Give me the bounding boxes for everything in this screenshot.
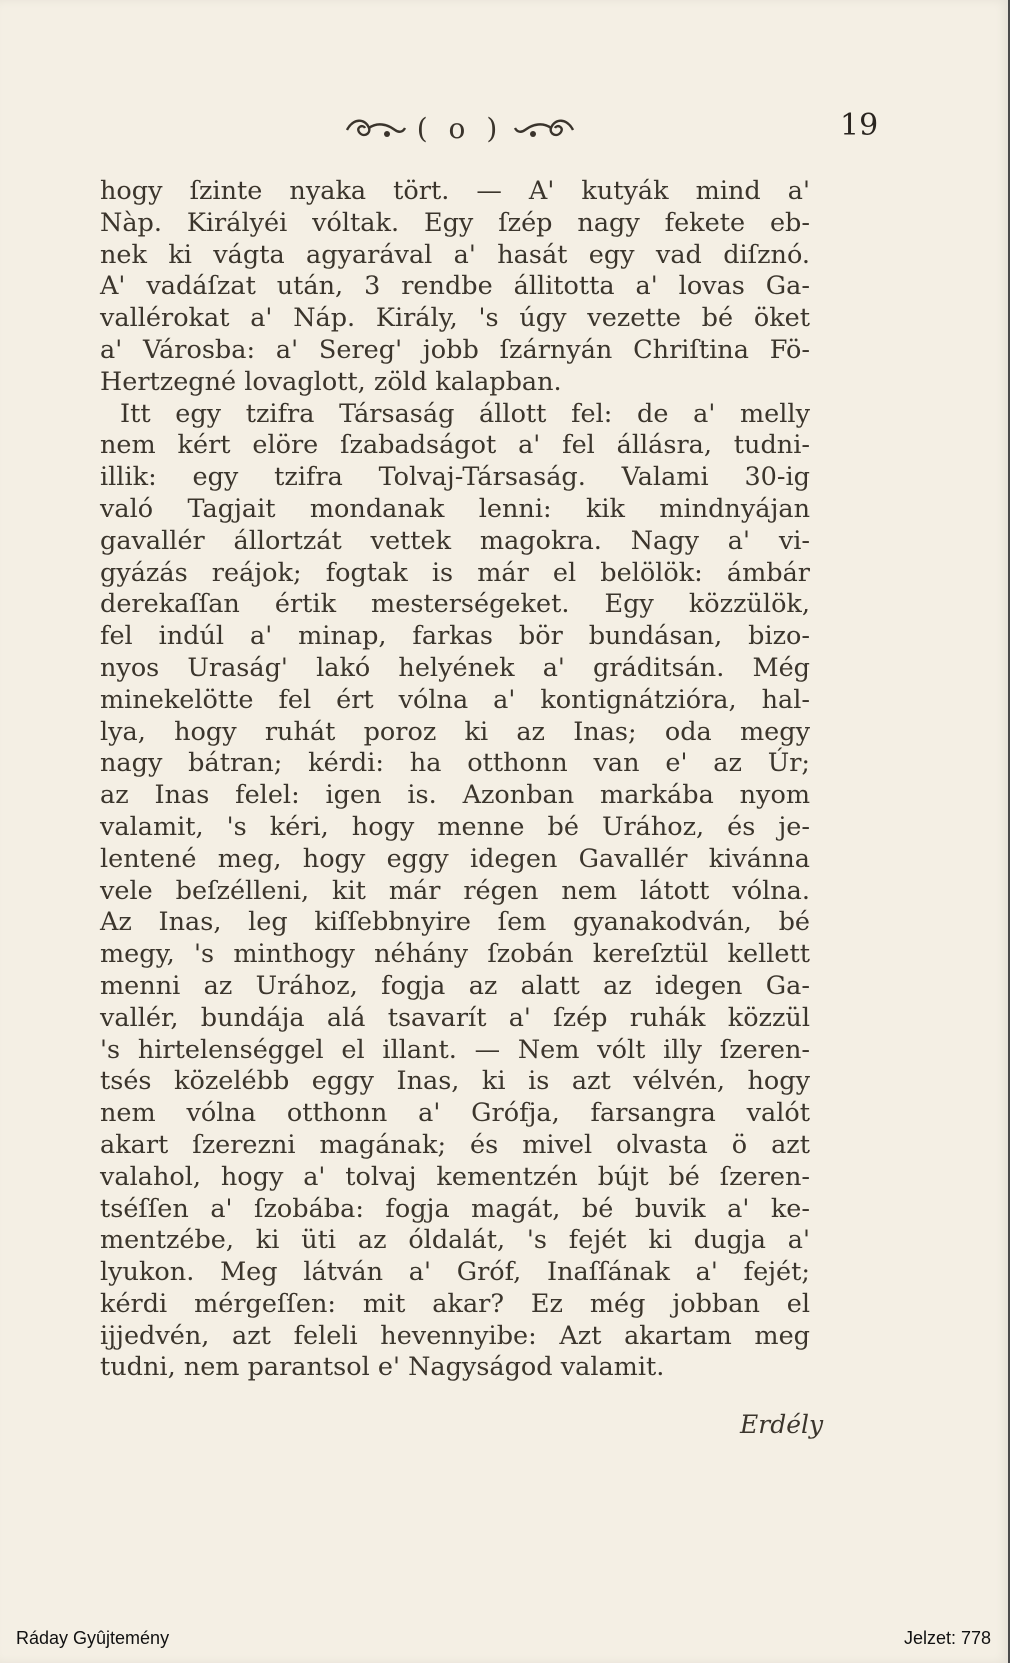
text-line: ijjedvén, azt feleli hevennyibe: Azt akartam meg xyxy=(100,1320,810,1351)
text-line: vallérokat a' Náp. Király, 's úgy vezette bé öket xyxy=(100,303,810,334)
text-line: tudni, nem parantsol e' Nagyságod valamit. xyxy=(100,1352,665,1383)
text-line: akart ſzerezni magának; és mivel olvasta ö azt xyxy=(100,1129,810,1160)
text-line: a' Városba: a' Sereg' jobb ſzárnyán Chriſtina Fö- xyxy=(100,334,810,365)
text-line: A' vadáſzat után, 3 rendbe állitotta a' lovas Ga- xyxy=(100,271,810,302)
body-text xyxy=(100,176,810,1384)
text-line: lentené meg, hogy eggy idegen Gavallér kivánna xyxy=(100,843,810,874)
text-line: kérdi mérgeſſen: mit akar? Ez még jobban el xyxy=(100,1288,810,1319)
text-line: mentzébe, ki üti az óldalát, 's fejét ki dugja a' xyxy=(100,1225,810,1256)
text-line: tséſſen a' ſzobába: fogja magát, bé buvik a' ke- xyxy=(100,1193,810,1224)
text-line: gyázás reájok; fogtak is már el belölök: ámbár xyxy=(100,557,810,588)
text-line: nagy bátran; kérdi: ha otthonn van e' az Úr; xyxy=(100,748,810,779)
text-line: illik: egy tzifra Tolvaj-Társaság. Valami 30-ig xyxy=(100,462,810,493)
text-line: hogy ſzinte nyaka tört. — A' kutyák mind a' xyxy=(100,176,810,206)
text-line: Hertzegné lovaglott, zöld kalapban. xyxy=(100,366,562,397)
text-line: gavallér állortzát vettek magokra. Nagy a' vi- xyxy=(100,525,810,556)
page-reference: ( o ) xyxy=(416,111,504,145)
text-line: nem kért elöre ſzabadságot a' fel állásra, tudni- xyxy=(100,430,810,461)
text-line: megy, 's minthogy néhány ſzobán kereſztül kellett xyxy=(100,939,810,970)
text-line: lyukon. Meg látván a' Gróf, Inaſſának a' fejét; xyxy=(100,1257,810,1288)
text-line: az Inas felel: igen is. Azonban markába nyom xyxy=(100,780,810,811)
text-line: valamit, 's kéri, hogy menne bé Urához, és je- xyxy=(100,811,810,842)
text-line: lya, hogy ruhát poroz ki az Inas; oda megy xyxy=(100,716,810,747)
text-line: nem vólna otthonn a' Grófja, farsangra valót xyxy=(100,1098,810,1129)
catchword: Erdély xyxy=(740,1410,824,1439)
text-line: menni az Urához, fogja az alatt az idegen Ga- xyxy=(100,970,810,1001)
left-ornament-icon xyxy=(343,112,407,144)
text-line: fel indúl a' minap, farkas bör bundásan, bizo- xyxy=(100,621,810,652)
text-line: nyos Uraság' lakó helyének a' gráditsán. Még xyxy=(100,652,810,683)
running-header xyxy=(320,106,600,150)
text-line: minekelötte fel ért vólna a' kontignátzióra, hal- xyxy=(100,684,810,715)
text-line: vallér, bundája alá tsavarít a' ſzép ruhák közzül xyxy=(100,1002,810,1033)
page-number: 19 xyxy=(840,108,879,143)
library-label: Ráday Gyûjtemény xyxy=(16,1628,170,1648)
text-line: valahol, hogy a' tolvaj kementzén bújt bé ſzeren- xyxy=(100,1161,810,1192)
text-line: 's hirtelenséggel el illant. — Nem vólt illy ſzeren- xyxy=(100,1034,810,1065)
text-line: Az Inas, leg kiſſebbnyire ſem gyanakodván, bé xyxy=(100,907,810,938)
text-line: vele beſzélleni, kit már régen nem látott vólna. xyxy=(100,875,810,906)
text-line: derekaſſan értik mesterségeket. Egy közzülök, xyxy=(100,589,810,620)
text-line: tsés közelébb eggy Inas, ki is azt vélvén, hogy xyxy=(100,1066,810,1097)
text-line: való Tagjait mondanak lenni: kik mindnyájan xyxy=(100,493,810,524)
scan-edge xyxy=(1008,0,1024,1663)
shelfmark-label: Jelzet: 778 xyxy=(904,1628,992,1648)
right-ornament-icon xyxy=(513,112,577,144)
text-line: Nàp. Királyéi vóltak. Egy ſzép nagy fekete eb- xyxy=(100,207,810,238)
text-line: Itt egy tzifra Társaság állott fel: de a' melly xyxy=(120,398,810,429)
text-line: nek ki vágta agyarával a' hasát egy vad diſznó. xyxy=(100,239,810,270)
